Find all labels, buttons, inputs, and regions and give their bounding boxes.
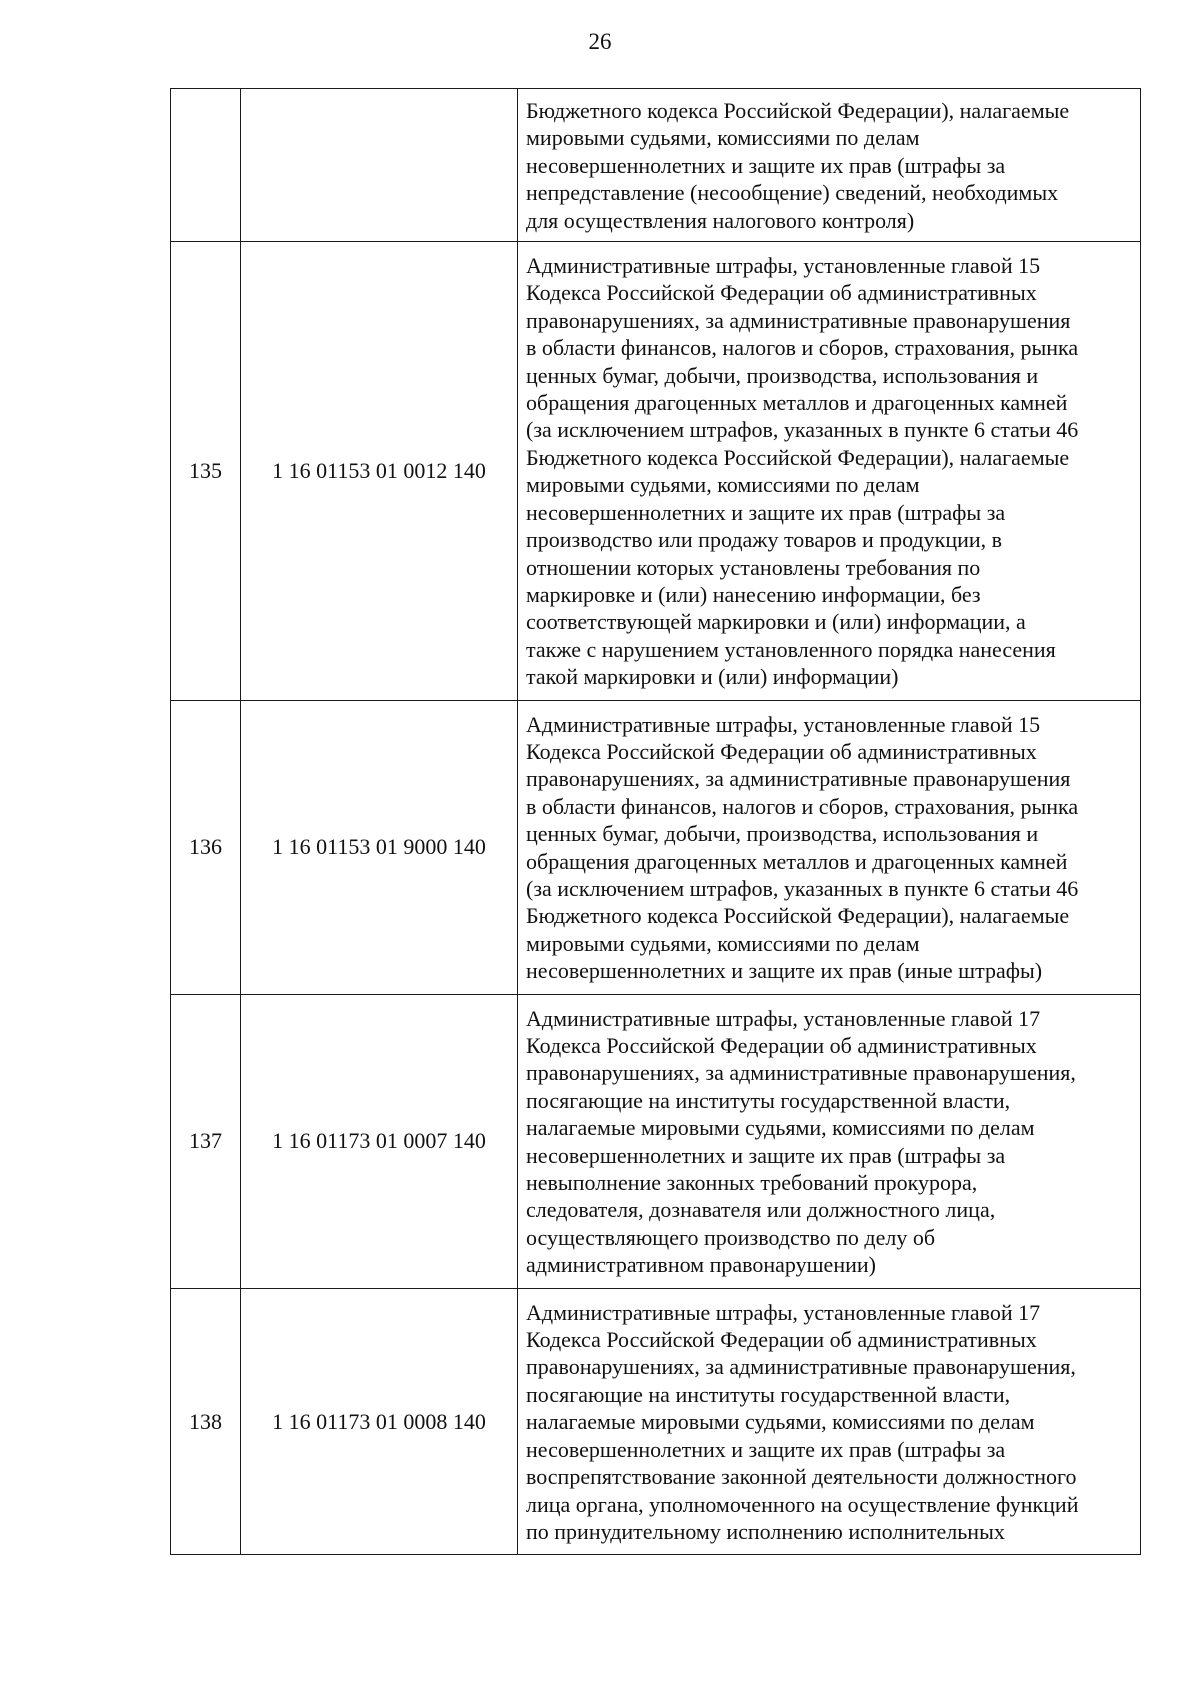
revenue-description [518, 242, 1141, 701]
budget-classification-code: 1 16 01173 01 0008 140 [241, 1288, 518, 1555]
budget-classification-code: 1 16 01173 01 0007 140 [241, 994, 518, 1288]
table-row [171, 1288, 1141, 1555]
description-line: лица органа, уполномоченного на осуществление функций [526, 1491, 1079, 1517]
description-line: Бюджетного кодекса Российской Федерации), налагаемые [526, 98, 1070, 123]
description-line: невыполнение законных требований прокурора, [526, 1170, 978, 1196]
description-line: правонарушениях, за административные правонарушения, [526, 1354, 1076, 1380]
description-line: Кодекса Российской Федерации об административных [526, 280, 1037, 306]
description-line: мировыми судьями, комиссиями по делам [526, 472, 920, 498]
description-line: обращения драгоценных металлов и драгоценных камней [526, 848, 1068, 874]
description-line: посягающие на институты государственной власти, [526, 1087, 1011, 1113]
description-line: правонарушениях, за административные правонарушения, [526, 1060, 1076, 1086]
budget-classification-code [241, 89, 518, 242]
description-line: налагаемые мировыми судьями, комиссиями по делам [526, 1115, 1035, 1141]
row-number: 135 [171, 242, 241, 701]
description-line: Административные штрафы, установленные главой 17 [526, 1005, 1041, 1031]
description-line: в области финансов, налогов и сборов, страхования, рынка [526, 793, 1079, 819]
description-line: налагаемые мировыми судьями, комиссиями по делам [526, 1409, 1035, 1435]
description-line: по принудительному исполнению исполнительных [526, 1518, 1005, 1544]
description-line: административном правонарушении) [526, 1252, 876, 1278]
description-line: маркировке и (или) нанесению информации, без [526, 581, 981, 607]
description-line: посягающие на институты государственной власти, [526, 1381, 1011, 1407]
row-number: 138 [171, 1288, 241, 1555]
row-number [171, 89, 241, 242]
row-number: 137 [171, 994, 241, 1288]
description-line: производство или продажу товаров и продукции, в [526, 527, 1003, 553]
table-row [171, 700, 1141, 994]
description-line: в области финансов, налогов и сборов, страхования, рынка [526, 335, 1079, 361]
description-line: такой маркировки и (или) информации) [526, 664, 899, 690]
description-line: несовершеннолетних и защите их прав (иные штрафы) [526, 958, 1043, 984]
description-line: несовершеннолетних и защите их прав (штрафы за [526, 1436, 1006, 1462]
description-line: мировыми судьями, комиссиями по делам [526, 125, 920, 151]
description-line: соответствующей маркировки и (или) информации, а [526, 609, 1026, 635]
budget-classification-code: 1 16 01153 01 0012 140 [241, 242, 518, 701]
revenue-description [518, 994, 1141, 1288]
description-line: осуществляющего производство по делу об [526, 1224, 936, 1250]
description-line: Административные штрафы, установленные главой 15 [526, 711, 1041, 737]
table-row [171, 89, 1141, 242]
description-line: Административные штрафы, установленные главой 17 [526, 1299, 1041, 1325]
description-line: несовершеннолетних и защите их прав (штрафы за [526, 499, 1006, 525]
description-line: правонарушениях, за административные правонарушения [526, 307, 1071, 333]
description-line: Административные штрафы, установленные главой 15 [526, 253, 1041, 279]
table-row [171, 994, 1141, 1288]
budget-codes-table [170, 88, 1141, 1555]
description-line: Кодекса Российской Федерации об административных [526, 1033, 1037, 1058]
description-line: обращения драгоценных металлов и драгоценных камней [526, 390, 1068, 416]
description-line: мировыми судьями, комиссиями по делам [526, 930, 920, 956]
description-line: Кодекса Российской Федерации об административных [526, 1327, 1037, 1353]
description-line: Кодекса Российской Федерации об административных [526, 738, 1037, 764]
description-line: также с нарушением установленного порядка нанесения [526, 636, 1056, 662]
description-line: ценных бумаг, добычи, производства, использования и [526, 821, 1039, 847]
description-line: (за исключением штрафов, указанных в пункте 6 статьи 46 [526, 875, 1079, 901]
description-line: следователя, дознавателя или должностного лица, [526, 1197, 996, 1223]
revenue-description [518, 89, 1141, 242]
page-number: 26 [588, 29, 612, 54]
revenue-description [518, 1288, 1141, 1555]
description-line: Бюджетного кодекса Российской Федерации), налагаемые [526, 444, 1070, 470]
description-line: воспрепятствование законной деятельности должностного [526, 1464, 1077, 1490]
description-line: для осуществления налогового контроля) [526, 207, 915, 233]
description-line: несовершеннолетних и защите их прав (штрафы за [526, 1142, 1006, 1168]
table-row [171, 242, 1141, 701]
description-line: ценных бумаг, добычи, производства, использования и [526, 362, 1039, 388]
description-line: Бюджетного кодекса Российской Федерации), налагаемые [526, 903, 1070, 929]
row-number: 136 [171, 700, 241, 994]
description-line: отношении которых установлены требования по [526, 554, 981, 580]
revenue-description [518, 700, 1141, 994]
description-line: (за исключением штрафов, указанных в пункте 6 статьи 46 [526, 417, 1079, 443]
budget-classification-code: 1 16 01153 01 9000 140 [241, 700, 518, 994]
description-line: правонарушениях, за административные правонарушения [526, 766, 1071, 792]
table-body [171, 89, 1141, 1555]
description-line: непредставление (несообщение) сведений, необходимых [526, 180, 1059, 206]
description-line: несовершеннолетних и защите их прав (штрафы за [526, 152, 1006, 178]
